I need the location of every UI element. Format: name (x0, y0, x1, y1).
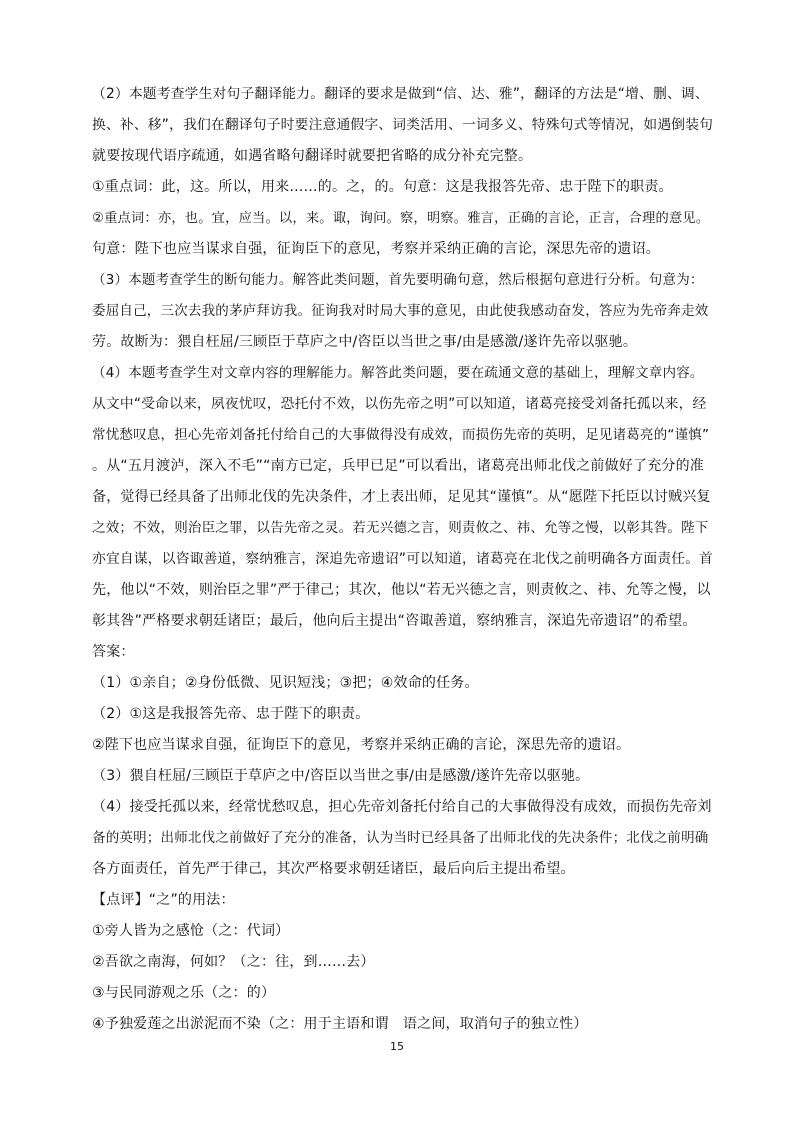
comment-line: ②吾欲之南海，何如？（之：往，到……去） (92, 954, 375, 970)
comment-heading: 【点评】“之”的用法： (92, 892, 235, 908)
answer-line: （3）猥自枉屈/三顾臣于草庐之中/咨臣以当世之事/由是感激/遂许先帝以驱驰。 (92, 768, 590, 784)
text-line: 从文中“受命以来，夙夜忧叹，恐托付不效，以伤先帝之明”可以知道，诸葛亮接受刘备托孤以来，经 (92, 396, 707, 412)
text-line: （3）本题考查学生的断句能力。解答此类问题，首先要明确句意，然后根据句意进行分析。句意为： (92, 272, 704, 288)
text-line: 彰其咎”严格要求朝廷诸臣；最后，他向后主提出“咨诹善道，察纳雅言，深追先帝遗诏”的希望。 (92, 613, 697, 629)
text-line: 之效；不效，则治臣之罪，以告先帝之灵。若无兴德之言，则责攸之、祎、允等之慢，以彰其咎。陛下 (92, 520, 709, 536)
answer-line: （4）接受托孤以来，经常忧愁叹息，担心先帝刘备托付给自己的大事做得没有成效，而损伤先帝刘 (92, 799, 712, 815)
text-line: 句意：陛下也应当谋求自强，征询臣下的意见，考察并采纳正确的言论，深思先帝的遗诏。 (92, 241, 660, 257)
text-line: 常忧愁叹息，担心先帝刘备托付给自己的大事做得没有成效，而损伤先帝的英明，足见诸葛亮的“谨慎” (92, 427, 710, 443)
text-line: 委屈自己，三次去我的茅庐拜访我。征询我对时局大事的意见，由此使我感动奋发，答应为先帝奔走效 (92, 303, 709, 319)
comment-line: ①旁人皆为之感怆（之：代词） (92, 923, 290, 939)
answer-line: 备的英明；出师北伐之前做好了充分的准备，认为当时已经具备了出师北伐的先决条件；北伐之前明确 (92, 830, 709, 846)
text-line: 劳。故断为：猥自枉屈/三顾臣于草庐之中/咨臣以当世之事/由是感激/遂许先帝以驱驰。 (92, 334, 638, 350)
text-line: ①重点词：此，这。所以，用来……的。之，的。句意：这是我报答先帝、忠于陛下的职责。 (92, 179, 673, 195)
text-line: （2）本题考查学生对句子翻译能力。翻译的要求是做到“信、达、雅”，翻译的方法是“增、删、调、 (92, 86, 709, 102)
text-line: 换、补、移”，我们在翻译句子时要注意通假字、词类活用、一词多义、特殊句式等情况，如遇倒装句 (92, 117, 714, 133)
answer-line: （2）①这是我报答先帝、忠于陛下的职责。 (92, 706, 370, 722)
text-line: 亦宜自谋，以咨诹善道，察纳雅言，深追先帝遗诏”可以知道，诸葛亮在北伐之前明确各方面责任。首 (92, 551, 714, 567)
answer-line: ②陛下也应当谋求自强，征询臣下的意见，考察并采纳正确的言论，深思先帝的遗诏。 (92, 737, 631, 753)
page-number: 15 (390, 1040, 404, 1053)
text-line: ②重点词：亦，也。宜，应当。以，来。诹，询问。察，明察。雅言，正确的言论，正言，合理的意见。 (92, 211, 710, 226)
text-line: （4）本题考查学生对文章内容的理解能力。解答此类问题，要在疏通文意的基础上，理解文章内容。 (92, 365, 704, 381)
comment-line: ③与民同游观之乐（之：的） (92, 985, 276, 1001)
answer-line: 各方面责任，首先严于律己，其次严格要求朝廷诸臣，最后向后主提出希望。 (92, 861, 575, 877)
comment-line: ④予独爱莲之出淤泥而不染（之：用于主语和谓 语之间，取消句子的独立性） (92, 1016, 588, 1032)
text-line: 备，觉得已经具备了出师北伐的先决条件，才上表出师，足见其“谨慎”。从“愿陛下托臣以讨贼兴复 (92, 489, 711, 505)
text-line: 先，他以“不效，则治臣之罪”严于律己；其次，他以“若无兴德之言，则责攸之、祎、允等之慢，以 (92, 582, 711, 598)
text-line: 就要按现代语序疏通，如遇省略句翻译时就要把省略的成分补充完整。 (92, 148, 533, 164)
text-line: 。从“五月渡泸，深入不毛”“南方已定，兵甲已足”可以看出，诸葛亮出师北伐之前做好了充分的准 (92, 458, 705, 474)
answer-heading: 答案： (92, 644, 135, 660)
answer-line: （1）①亲自；②身份低微、见识短浅；③把；④效命的任务。 (92, 675, 479, 691)
document-body (92, 79, 714, 1040)
